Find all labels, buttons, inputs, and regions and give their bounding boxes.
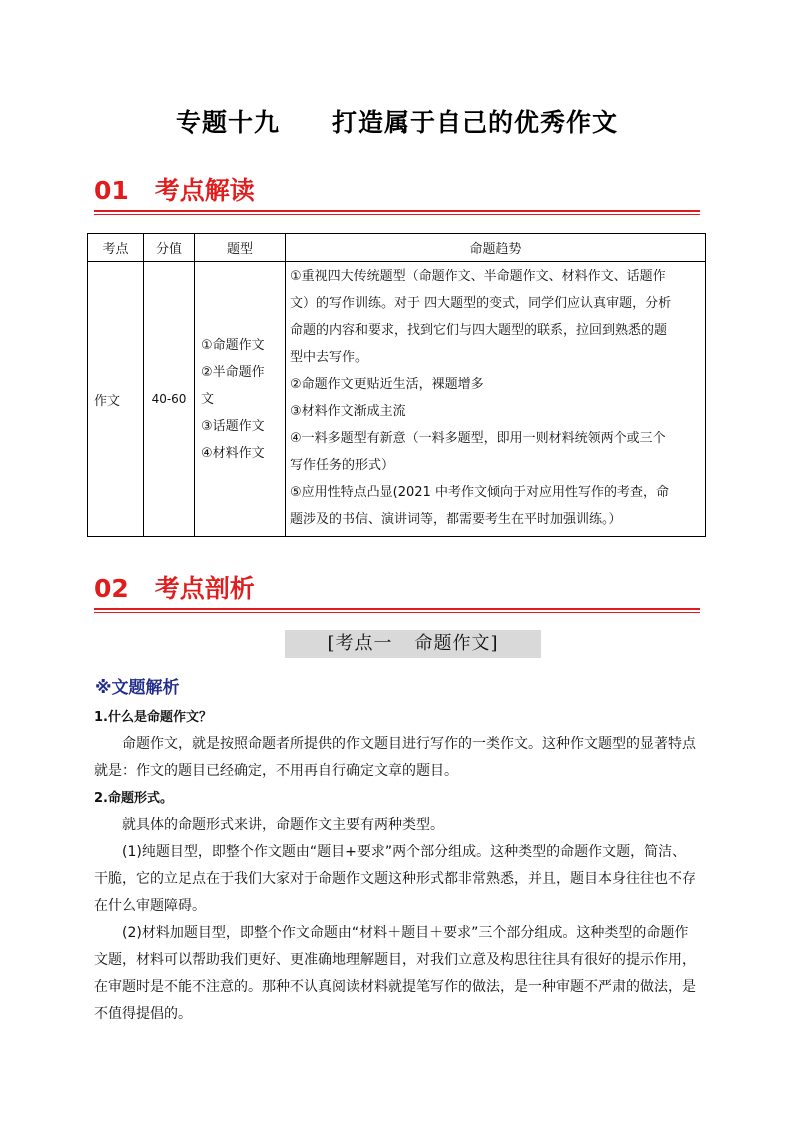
section-rule-thin [94,214,700,215]
qushi-line: 写作任务的形式） [290,458,395,473]
qushi-line: ④一料多题型有新意（一料多题型，即用一则材料统领两个或三个 [290,431,666,446]
paragraph [94,920,706,947]
cell-kaodian: 作文 [88,262,144,537]
qushi-line: 型中去写作。 [290,350,369,365]
tixing-line: ③话题作文 [201,418,265,434]
qushi-line: 命题的内容和要求，找到它们与四大题型的联系，拉回到熟悉的题 [290,323,668,338]
paragraph-line: 不值得提倡的。 [94,1006,192,1022]
paragraph-line: 命题作文，就是按照命题者所提供的作文题目进行写作的一类作文。这种作文题型的显著特点 [122,736,696,752]
tixing-line: 文 [201,391,215,407]
question-heading: 1.什么是命题作文？ [94,710,212,725]
qushi-line: ①重视四大传统题型（命题作文、半命题作文、材料作文、话题作 [290,269,666,284]
paragraph-line: 文题，材料可以帮助我们更好、更准确地理解题目，对我们立意及构思往往具有很好的提示作用， [94,952,696,968]
section-rule [94,210,700,212]
paragraph: 就具体的命题形式来讲，命题作文主要有两种类型。 [122,817,444,833]
paragraph-line: (2)材料加题目型，即整个作文命题由“材料＋题目＋要求”三个部分组成。这种类型的命题作 [122,925,689,941]
paragraph-line: 在审题时是不能不注意的。那种不认真阅读材料就提笔写作的做法，是一种审题不严肃的做法，是 [94,979,696,995]
question-heading: 2.命题形式。 [94,791,173,806]
paragraph-line: 在什么审题障碍。 [94,898,206,914]
table-header: 题型 [195,234,286,262]
paragraph-line: 就是：作文的题目已经确定，不用再自行确定文章的题目。 [94,763,458,779]
table-header: 命题趋势 [286,234,706,262]
kaodian-topic: 命题作文] [414,633,499,654]
section-header-1 [94,176,700,215]
sub-title: ※文题解析 [95,678,180,698]
qushi-line: 文）的写作训练。对于 四大题型的变式，同学们应认真审题，分析 [290,296,672,311]
kaodian-banner [285,630,541,658]
section-label: 考点剖析 [154,574,255,603]
table-header: 分值 [144,234,195,262]
cell-fenzhi: 40-60 [144,262,195,537]
content-body [94,704,706,1028]
qushi-line: ③材料作文渐成主流 [290,404,406,419]
section-number: 02 [94,574,129,603]
tixing-line: ④材料作文 [201,445,265,461]
paragraph-line: (1)纯题目型，即整个作文题由“题目+要求”两个部分组成。这种类型的命题作文题，简洁、 [122,844,687,860]
title-part-1: 专题十九 [175,108,280,137]
qushi-line: ⑤应用性特点凸显(2021 中考作文倾向于对应用性写作的考查，命 [290,485,669,500]
qushi-line: 题涉及的书信、演讲词等，都需要考生在平时加强训练。） [290,512,622,527]
section-header-2 [94,574,700,613]
page-title [0,103,794,139]
section-label: 考点解读 [154,176,255,205]
title-part-2: 打造属于自己的优秀作文 [332,108,619,137]
paragraph [94,731,706,758]
section-rule-thin [94,612,700,613]
section-rule [94,608,700,610]
qushi-line: ②命题作文更贴近生活，裸题增多 [290,377,484,392]
cell-qushi [286,262,706,537]
cell-tixing [195,262,286,537]
paragraph [94,839,706,866]
exam-table [87,233,706,537]
tixing-line: ①命题作文 [201,337,265,353]
kaodian-label: [考点一 [327,633,393,654]
table-row [88,262,706,537]
table-header: 考点 [88,234,144,262]
section-number: 01 [94,176,129,205]
paragraph-line: 干脆，它的立足点在于我们大家对于命题作文题这种形式都非常熟悉，并且，题目本身往往也不存 [94,871,696,887]
tixing-line: ②半命题作 [201,364,265,380]
table-header-row [88,234,706,262]
